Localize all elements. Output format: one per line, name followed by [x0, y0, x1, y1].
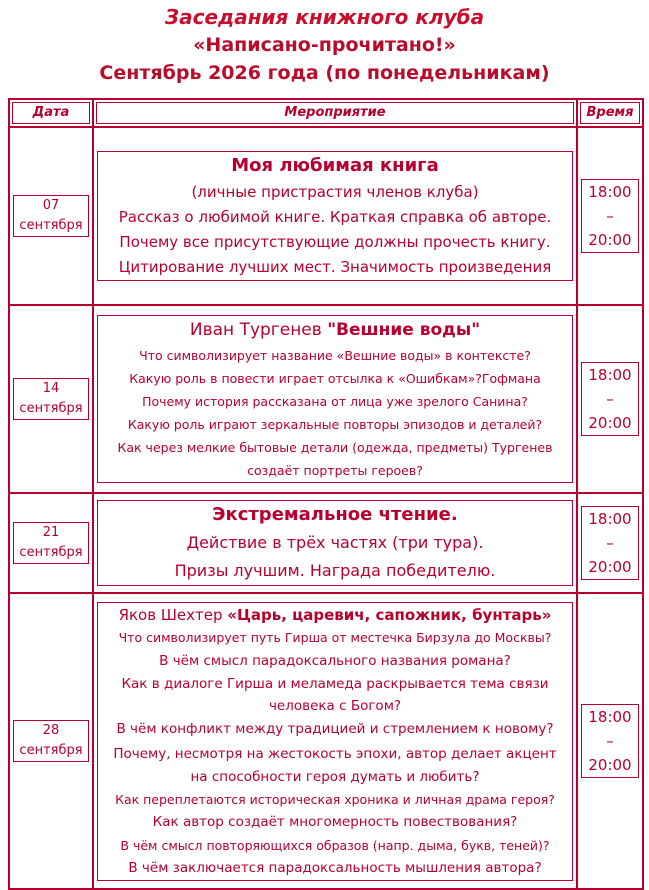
event-line: Рассказ о любимой книге. Краткая справка об авторе.	[118, 208, 552, 226]
event-line: Цитирование лучших мест. Значимость произведения	[118, 258, 552, 276]
event-line: на способности героя думать и любить?	[190, 768, 480, 785]
event-line: В чём заключается парадоксальность мышления автора?	[128, 859, 542, 876]
table-row	[9, 593, 643, 889]
time-dash: –	[606, 534, 614, 552]
page-header	[0, 0, 649, 87]
event-line: В чём смысл парадоксального названия романа?	[159, 652, 511, 669]
event-line: Как через мелкие бытовые детали (одежда, предметы) Тургенев	[117, 440, 553, 455]
table-header-row	[9, 99, 643, 127]
club-name: «Написано-прочитано!»	[193, 34, 456, 56]
table-row	[9, 493, 643, 593]
event-line: Почему, несмотря на жестокость эпохи, автор делает акцент	[113, 745, 557, 762]
date-cell	[9, 493, 93, 593]
event-title: Моя любимая книга	[231, 155, 439, 176]
date-month: сентября	[19, 218, 83, 233]
event-line: Что символизирует путь Гирша от местечка Бирзула до Москвы?	[118, 629, 552, 645]
event-line: Как в диалоге Гирша и меламеда раскрывается тема связи	[121, 675, 549, 692]
date-month: сентября	[19, 401, 83, 416]
event-cell	[93, 127, 577, 305]
date-cell	[9, 593, 93, 889]
event-line: В чём смысл повторяющихся образов (напр. дыма, букв, теней)?	[120, 837, 550, 853]
time-dash: –	[606, 390, 614, 408]
column-header-event: Мероприятие	[93, 99, 577, 127]
event-line: Как автор создаёт многомерность повествования?	[152, 813, 518, 830]
date-cell	[9, 305, 93, 493]
event-title	[119, 603, 552, 627]
event-line: Действие в трёх частях (три тура).	[186, 533, 484, 552]
time-start: 18:00	[588, 510, 632, 528]
schedule-table	[8, 98, 644, 890]
event-line: В чём конфликт между традицией и стремлением к новому?	[116, 720, 554, 737]
event-line: Что символизирует название «Вешние воды» в контексте?	[139, 348, 531, 363]
time-cell	[577, 305, 643, 493]
time-start: 18:00	[588, 708, 632, 726]
book-author: Яков Шехтер	[118, 605, 228, 624]
date-day: 07	[42, 198, 60, 213]
time-cell	[577, 127, 643, 305]
event-title	[190, 316, 480, 344]
event-line: создаёт портреты героев?	[247, 463, 423, 478]
date-month: сентября	[19, 545, 83, 560]
event-cell	[93, 305, 577, 493]
table-row	[9, 305, 643, 493]
event-title: Экстремальное чтение.	[212, 504, 458, 525]
time-cell	[577, 593, 643, 889]
event-line: Как переплетаются историческая хроника и личная драма героя?	[115, 791, 555, 807]
book-title: «Царь, царевич, сапожник, бунтарь»	[227, 605, 552, 624]
event-line: Какую роль играют зеркальные повторы эпизодов и деталей?	[127, 417, 543, 432]
time-end: 20:00	[588, 756, 632, 774]
event-line: Почему все присутствующие должны прочесть книгу.	[119, 233, 551, 251]
date-cell	[9, 127, 93, 305]
date-day: 14	[42, 381, 60, 396]
table-row	[9, 127, 643, 305]
time-start: 18:00	[588, 366, 632, 384]
schedule-period: Сентябрь 2026 года (по понедельникам)	[99, 62, 550, 84]
time-end: 20:00	[588, 414, 632, 432]
time-cell	[577, 493, 643, 593]
event-line: Какую роль в повести играет отсылка к «Ошибкам»?Гофмана	[129, 371, 541, 386]
time-dash: –	[606, 207, 614, 225]
event-cell	[93, 493, 577, 593]
event-cell	[93, 593, 577, 889]
book-title: "Вешние воды"	[327, 320, 481, 340]
date-day: 28	[42, 723, 60, 738]
time-dash: –	[606, 732, 614, 750]
time-end: 20:00	[588, 231, 632, 249]
book-author: Иван Тургенев	[189, 320, 328, 340]
event-line: (личные пристрастия членов клуба)	[191, 183, 479, 201]
column-header-time: Время	[577, 99, 643, 127]
event-line: Призы лучшим. Награда победителю.	[174, 561, 496, 580]
date-month: сентября	[19, 743, 83, 758]
time-end: 20:00	[588, 558, 632, 576]
page-title: Заседания книжного клуба	[164, 5, 485, 29]
event-line: Почему история рассказана от лица уже зрелого Санина?	[142, 394, 528, 409]
date-day: 21	[42, 525, 60, 540]
time-start: 18:00	[588, 183, 632, 201]
column-header-date: Дата	[9, 99, 93, 127]
event-line: человека с Богом?	[268, 697, 402, 714]
